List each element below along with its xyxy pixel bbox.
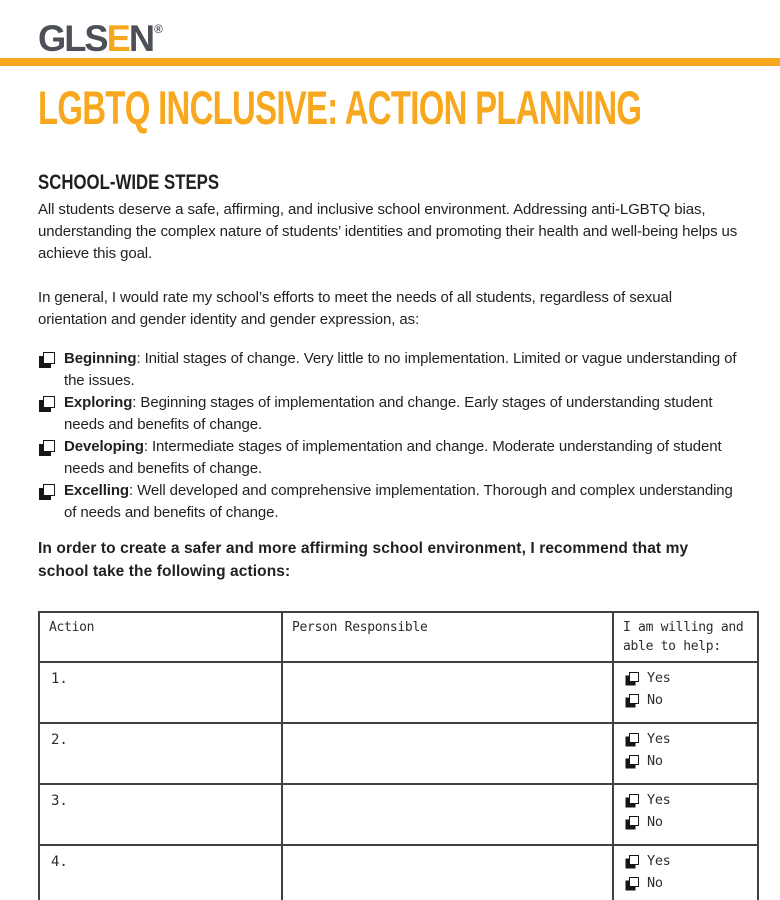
checkbox-excelling[interactable] [43, 484, 55, 496]
rating-option-text [64, 392, 744, 436]
checkbox-no-4[interactable] [629, 877, 639, 887]
no-label: No [647, 875, 663, 891]
page-title: LGBTQ INCLUSIVE: ACTION PLANNING [38, 81, 642, 134]
rating-option-text [64, 436, 744, 480]
glsen-logo [38, 9, 780, 59]
yes-label: Yes [647, 731, 671, 747]
column-header-willing-to-help: I am willing and able to help: [613, 612, 758, 662]
table-row [39, 723, 758, 784]
action-cell-3[interactable]: 3. [39, 784, 282, 845]
person-responsible-cell-4[interactable] [282, 845, 613, 900]
rating-option-description: : Intermediate stages of implementation and change. Moderate understanding of student needs and benefits of change. [64, 438, 722, 477]
no-label: No [647, 692, 663, 708]
yes-label: Yes [647, 670, 671, 686]
rating-option-label: Exploring [64, 394, 133, 411]
intro-paragraph: All students deserve a safe, affirming, and inclusive school environment. Addressing anti-LGBTQ bias, understanding the complex nature of students’ identities and promoting their health and well-being helps us achieve this goal. [38, 201, 738, 262]
checkbox-beginning[interactable] [43, 352, 55, 364]
checkbox-yes-1[interactable] [629, 672, 639, 682]
yes-option [625, 793, 751, 808]
no-option [625, 754, 751, 769]
rating-option-description: : Beginning stages of implementation and change. Early stages of understanding student needs and benefits of change. [64, 394, 713, 433]
rating-option-beginning [43, 348, 744, 392]
table-row [39, 662, 758, 723]
help-cell-1 [613, 662, 758, 723]
no-option [625, 815, 751, 830]
rating-option-exploring [43, 392, 744, 436]
column-header-action: Action [39, 612, 282, 662]
yes-option [625, 854, 751, 869]
yes-option [625, 732, 751, 747]
rating-option-text [64, 480, 744, 524]
checkbox-yes-3[interactable] [629, 794, 639, 804]
action-cell-4[interactable]: 4. [39, 845, 282, 900]
checkbox-no-2[interactable] [629, 755, 639, 765]
action-cell-1[interactable]: 1. [39, 662, 282, 723]
help-cell-4 [613, 845, 758, 900]
person-responsible-cell-2[interactable] [282, 723, 613, 784]
yes-label: Yes [647, 853, 671, 869]
table-header-row [39, 612, 758, 662]
no-label: No [647, 753, 663, 769]
recommendation-prompt: In order to create a safer and more affirming school environment, I recommend that my school take the following actions: [38, 540, 689, 580]
rating-option-description: : Initial stages of change. Very little to no implementation. Limited or vague understanding of the issues. [64, 350, 737, 389]
no-option [625, 693, 751, 708]
checkbox-exploring[interactable] [43, 396, 55, 408]
no-option [625, 876, 751, 891]
logo-part2: N [128, 18, 154, 59]
rating-option-excelling [43, 480, 744, 524]
accent-divider-bar [0, 58, 780, 66]
rating-option-label: Beginning [64, 350, 137, 367]
rating-prompt-paragraph: In general, I would rate my school’s efforts to meet the needs of all students, regardless of sexual orientation and gender identity and gender expression, as: [38, 289, 672, 328]
rating-option-text [64, 348, 744, 392]
rating-option-label: Developing [64, 438, 144, 455]
checkbox-developing[interactable] [43, 440, 55, 452]
no-label: No [647, 814, 663, 830]
rating-option-description: : Well developed and comprehensive implementation. Thorough and complex understanding of needs and benefits of change. [64, 482, 733, 521]
column-header-person-responsible: Person Responsible [282, 612, 613, 662]
help-cell-2 [613, 723, 758, 784]
person-responsible-cell-1[interactable] [282, 662, 613, 723]
glsen-logo-text [38, 9, 163, 59]
checkbox-yes-2[interactable] [629, 733, 639, 743]
action-cell-2[interactable]: 2. [39, 723, 282, 784]
logo-part1: GLS [38, 18, 107, 59]
rating-options-list [38, 348, 744, 524]
yes-label: Yes [647, 792, 671, 808]
help-cell-3 [613, 784, 758, 845]
yes-option [625, 671, 751, 686]
checkbox-no-3[interactable] [629, 816, 639, 826]
rating-option-developing [43, 436, 744, 480]
checkbox-yes-4[interactable] [629, 855, 639, 865]
logo-accent-letter: E [106, 18, 129, 59]
section-heading: SCHOOL-WIDE STEPS [38, 171, 220, 194]
table-row [39, 845, 758, 900]
table-row [39, 784, 758, 845]
registered-trademark-symbol: ® [154, 22, 163, 36]
person-responsible-cell-3[interactable] [282, 784, 613, 845]
rating-option-label: Excelling [64, 482, 129, 499]
checkbox-no-1[interactable] [629, 694, 639, 704]
action-planning-table [38, 611, 759, 900]
